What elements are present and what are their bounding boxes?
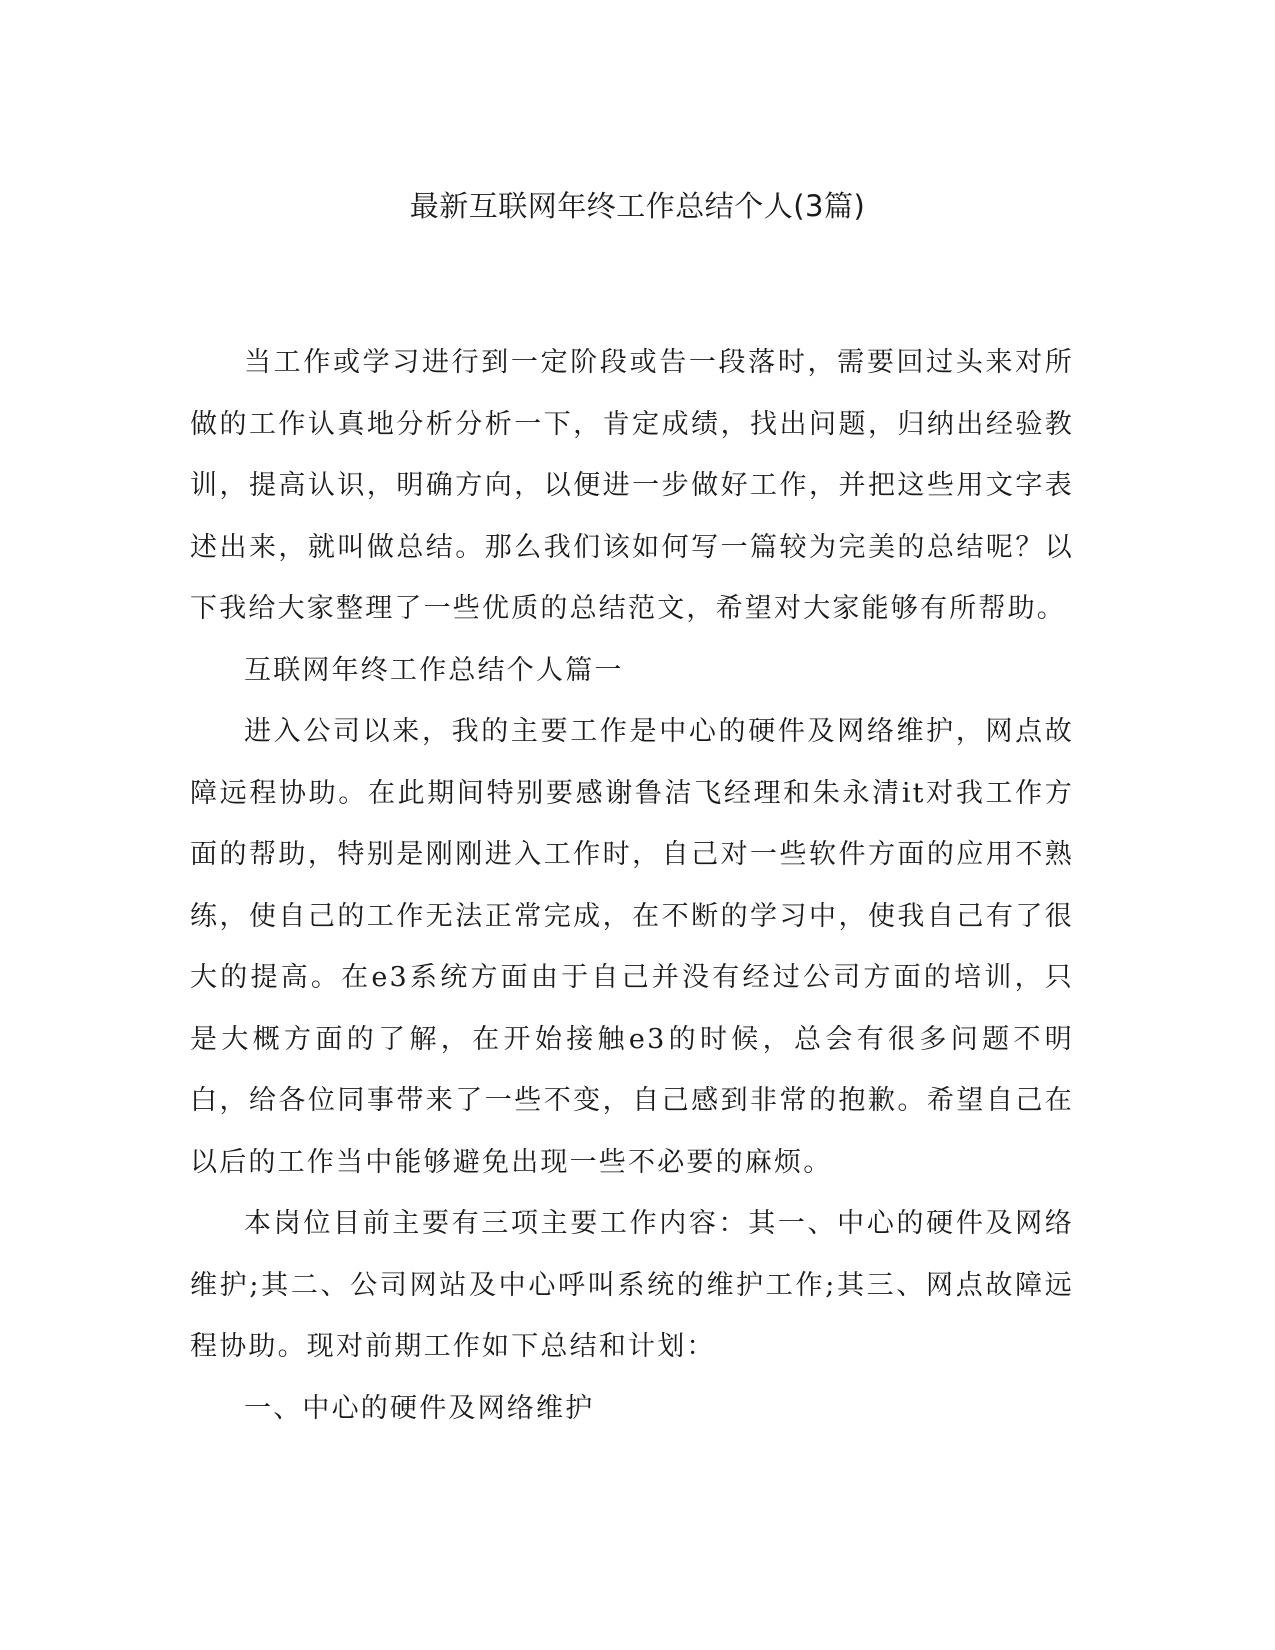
body-paragraph-job-duties: 本岗位目前主要有三项主要工作内容：其一、中心的硬件及网络维护;其二、公司网站及中心呼叫系统的维护工作;其三、网点故障远程协助。现对前期工作如下总结和计划： (190, 1208, 1074, 1362)
body-paragraph-work-overview: 进入公司以来，我的主要工作是中心的硬件及网络维护，网点故障远程协助。在此期间特别要感谢鲁洁飞经理和朱永清it对我工作方面的帮助，特别是刚刚进入工作时，自己对一些软件方面的应用不熟练，使自己的工作无法正常完成，在不断的学习中，使我自己有了很大的提高。在e3系统方面由于自己并没有经过公司方面的培训，只是大概方面的了解，在开始接触e3的时候，总会有很多问题不明白，给各位同事带来了一些不变，自己感到非常的抱歉。希望自己在以后的工作当中能够避免出现一些不必要的麻烦。 (190, 716, 1074, 1178)
document-body (190, 332, 1074, 1439)
document-title: 最新互联网年终工作总结个人(3篇) (409, 189, 866, 223)
intro-paragraph: 当工作或学习进行到一定阶段或告一段落时，需要回过头来对所做的工作认真地分析分析一下，肯定成绩，找出问题，归纳出经验教训，提高认识，明确方向，以便进一步做好工作，并把这些用文字表述出来，就叫做总结。那么我们该如何写一篇较为完美的总结呢？以下我给大家整理了一些优质的总结范文，希望对大家能够有所帮助。 (190, 347, 1074, 624)
section-heading-hardware-network: 一、中心的硬件及网络维护 (244, 1392, 595, 1424)
section-heading-part-one: 互联网年终工作总结个人篇一 (244, 654, 624, 686)
